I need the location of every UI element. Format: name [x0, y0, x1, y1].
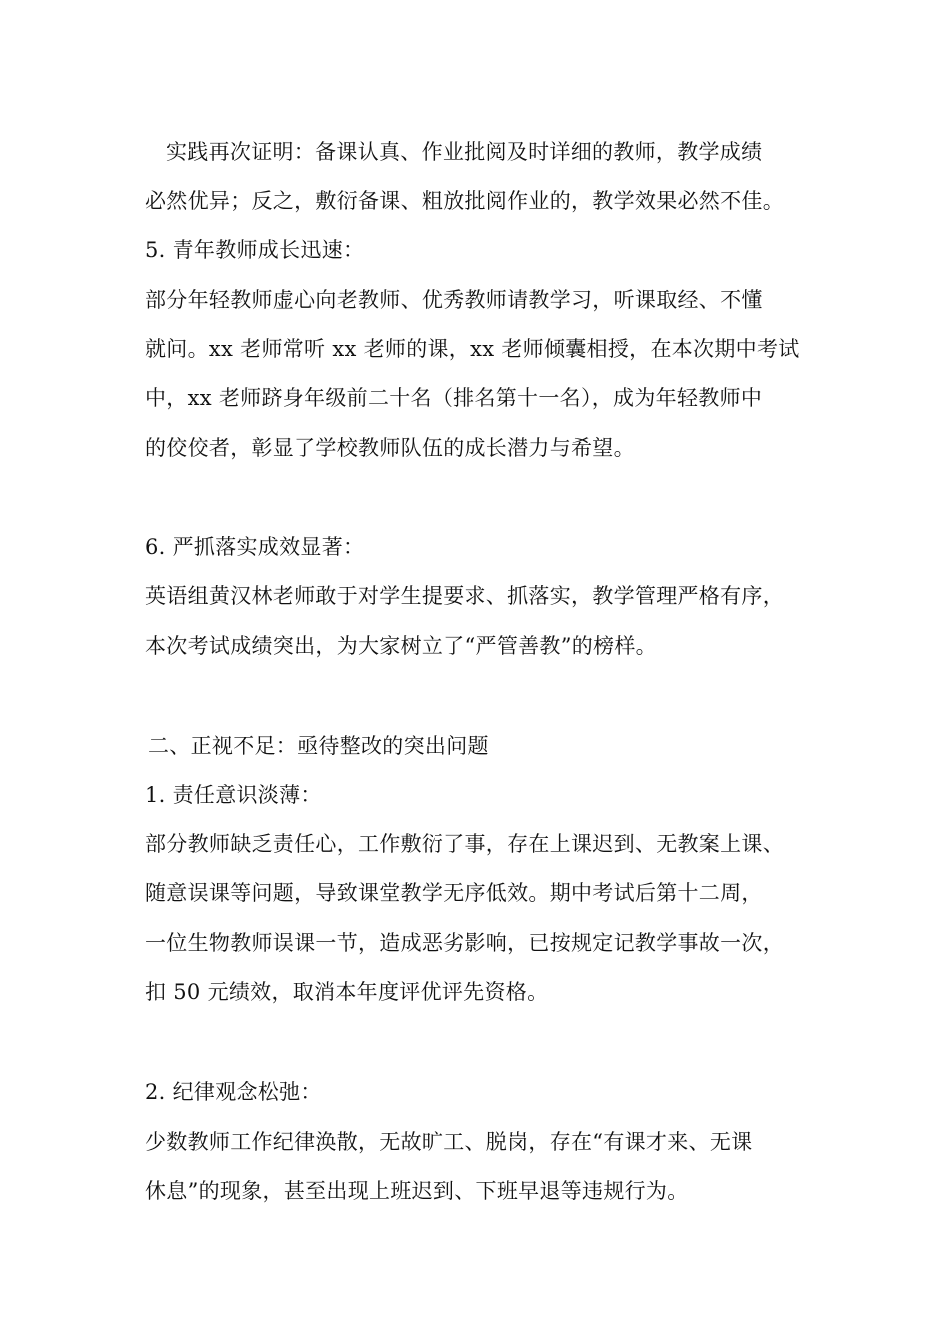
paragraph-line: 部分年轻教师虚心向老教师、优秀教师请教学习，听课取经、不懂	[145, 288, 763, 312]
paragraph-line: 中，xx 老师跻身年级前二十名（排名第十一名），成为年轻教师中	[145, 386, 763, 410]
paragraph-line: 必然优异；反之，敷衍备课、粗放批阅作业的，教学效果必然不佳。	[145, 189, 784, 213]
paragraph-line: 少数教师工作纪律涣散，无故旷工、脱岗，存在“有课才来、无课	[145, 1130, 753, 1154]
paragraph-line: 休息”的现象，甚至出现上班迟到、下班早退等违规行为。	[145, 1179, 689, 1203]
paragraph-line: 实践再次证明：备课认真、作业批阅及时详细的教师，教学成绩	[166, 140, 763, 164]
paragraph-line: 随意误课等问题，导致课堂教学无序低效。期中考试后第十二周，	[145, 881, 763, 905]
chapter-heading: 二、正视不足：亟待整改的突出问题	[148, 734, 489, 758]
paragraph-line: 扣 50 元绩效，取消本年度评优评先资格。	[145, 980, 549, 1004]
paragraph-line: 就问。xx 老师常听 xx 老师的课，xx 老师倾囊相授，在本次期中考试	[145, 337, 800, 361]
section-heading: 5. 青年教师成长迅速：	[145, 238, 365, 262]
paragraph-line: 一位生物教师误课一节，造成恶劣影响，已按规定记教学事故一次，	[145, 931, 784, 955]
section-heading: 6. 严抓落实成效显著：	[145, 535, 365, 559]
section-heading: 1. 责任意识淡薄：	[145, 783, 322, 807]
paragraph-line: 英语组黄汉林老师敢于对学生提要求、抓落实，教学管理严格有序，	[145, 584, 784, 608]
paragraph-line: 的佼佼者，彰显了学校教师队伍的成长潜力与希望。	[145, 436, 635, 460]
paragraph-line: 本次考试成绩突出，为大家树立了“严管善教”的榜样。	[145, 634, 657, 658]
section-heading: 2. 纪律观念松弛：	[145, 1080, 322, 1104]
paragraph-line: 部分教师缺乏责任心，工作敷衍了事，存在上课迟到、无教案上课、	[145, 832, 784, 856]
